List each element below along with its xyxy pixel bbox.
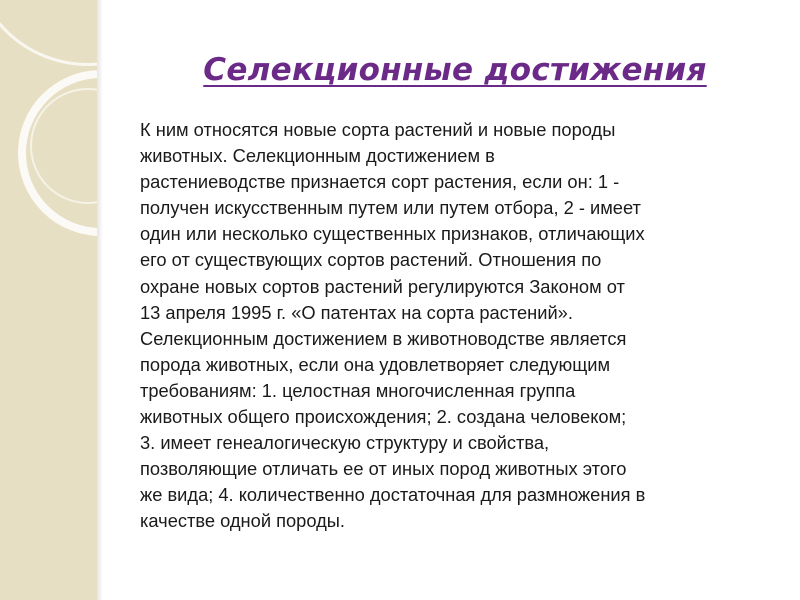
body-line: охране новых сортов растений регулируются Законом от [140,275,625,297]
slide-body-text [140,117,765,535]
band-shadow [97,0,103,600]
decorative-ring-icon [0,0,97,66]
body-line: животных. Селекционным достижением в [140,145,495,167]
decorative-side-band [0,0,97,600]
body-line: же вида; 4. количественно достаточная для размножения в [140,484,646,506]
slide-title: Селекционные достижения [203,52,707,88]
body-line: Селекционным достижением в животноводстве является [140,327,627,349]
body-line: порода животных, если она удовлетворяет следующим [140,353,611,375]
body-line: К ним относятся новые сорта растений и новые породы [140,119,616,140]
body-line: требованиям: 1. целостная многочисленная группа [140,379,576,401]
body-line: 13 апреля 1995 г. «О патентах на сорта растений». [140,301,573,323]
body-line: растениеводстве признается сорт растения, если он: 1 - [140,171,620,193]
body-line: качестве одной породы. [140,510,345,532]
body-line: один или несколько существенных признаков, отличающих [140,223,645,245]
body-line: позволяющие отличать ее от иных пород животных этого [140,458,627,480]
body-line: 3. имеет генеалогическую структуру и свойства, [140,432,550,454]
body-line: животных общего происхождения; 2. создана человеком; [140,406,627,428]
body-line: его от существующих сортов растений. Отношения по [140,249,602,271]
body-line: получен искусственным путем или путем отбора, 2 - имеет [140,197,641,219]
